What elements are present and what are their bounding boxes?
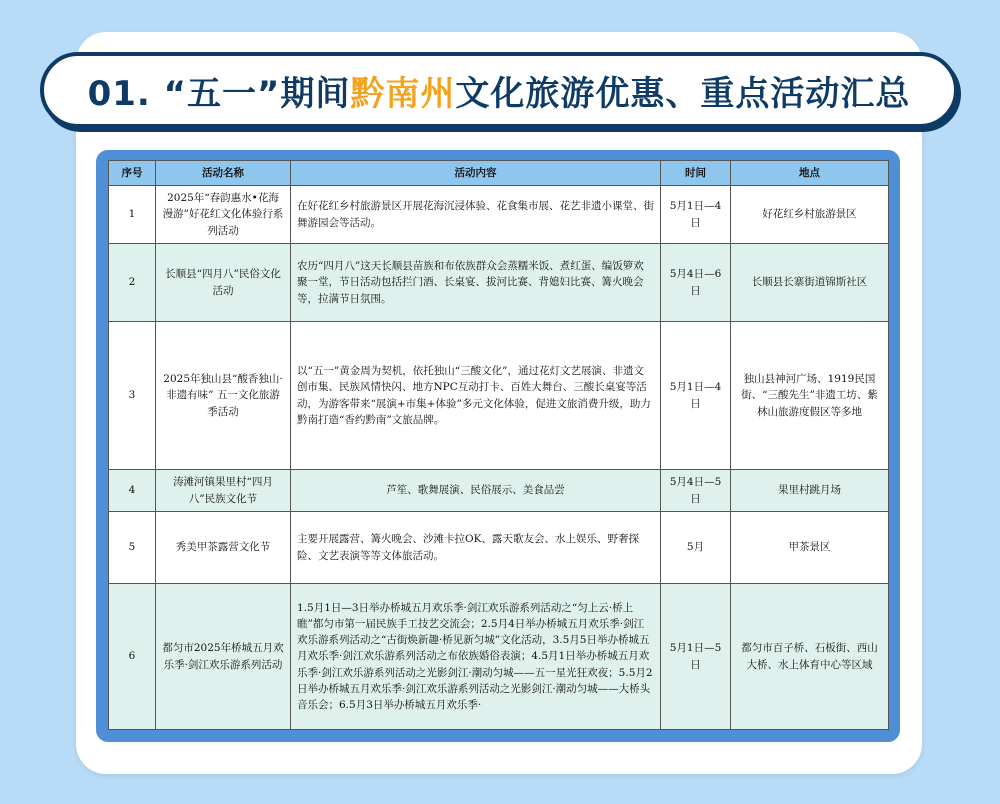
activity-table	[108, 160, 889, 730]
cell-place: 都匀市百子桥、石板街、西山大桥、水上体育中心等区域	[731, 584, 889, 730]
cell-content: 主要开展露营、篝火晚会、沙滩卡拉OK、露天歌友会、水上娱乐、野奢探险、文艺表演等等文体旅活动。	[291, 512, 661, 584]
cell-time: 5月1日—4日	[661, 186, 731, 244]
cell-place: 独山县神河广场、1919民国街、“三酸先生”非遗工坊、紫林山旅游度假区等多地	[731, 322, 889, 470]
page-title	[88, 66, 911, 115]
header-content: 活动内容	[291, 161, 661, 186]
cell-content	[291, 584, 661, 730]
cell-time: 5月	[661, 512, 731, 584]
cell-no: 4	[109, 470, 156, 512]
title-prefix: 01.	[87, 73, 151, 114]
cell-name: 2025年“春韵惠水•花海漫游”好花红文化体验行系列活动	[156, 186, 291, 244]
cell-name: 2025年独山县“酸香独山·非遗有味” 五一文化旅游季活动	[156, 322, 291, 470]
cell-name: 长顺县“四月八”民俗文化活动	[156, 244, 291, 322]
title-after-accent: 文化旅游优惠、重点活动汇总	[455, 73, 911, 114]
cell-place: 长顺县长寨街道锦斯社区	[731, 244, 889, 322]
cell-time: 5月4日—6日	[661, 244, 731, 322]
title-quote-word: 五一	[187, 73, 258, 114]
cell-time: 5月4日—5日	[661, 470, 731, 512]
cell-no: 5	[109, 512, 156, 584]
header-name: 活动名称	[156, 161, 291, 186]
cell-place: 甲茶景区	[731, 512, 889, 584]
table-frame	[96, 150, 900, 742]
cell-no: 3	[109, 322, 156, 470]
cell-time: 5月1日—5日	[661, 584, 731, 730]
title-banner	[40, 52, 958, 128]
cell-no: 1	[109, 186, 156, 244]
cell-name: 都匀市2025年桥城五月欢乐季·剑江欢乐游系列活动	[156, 584, 291, 730]
cell-content: 以“五一”黄金周为契机，依托独山“三酸文化”，通过花灯文艺展演、非遗文创市集、民族风情快闪、地方NPC互动打卡、百姓大舞台、三酸长桌宴等活动，为游客带来“展演+市集+体验”多元文化体验，促进文旅消费升级，助力黔南打造“香约黔南”文旅品牌。	[291, 322, 661, 470]
cell-place: 好花红乡村旅游景区	[731, 186, 889, 244]
table-row	[109, 470, 889, 512]
cell-content: 芦笙、歌舞展演、民俗展示、美食品尝	[291, 470, 661, 512]
cell-place: 果里村跳月场	[731, 470, 889, 512]
title-quote-open: “	[163, 73, 188, 114]
cell-no: 2	[109, 244, 156, 322]
title-before-accent: 期间	[280, 73, 351, 114]
cell-content-text: 1.5月1日—3日举办桥城五月欢乐季·剑江欢乐游系列活动之“匀上云·桥上瞧”都匀市第一届民族手工技艺交流会；2.5月4日举办桥城五月欢乐季·剑江欢乐游系列活动之“古街焕新趣·桥见新匀城”文化活动，3.5月5日举办桥城五月欢乐季·剑江欢乐游系列活动之布依族婚俗表演；4.5月1日举办桥城五月欢乐季·剑江欢乐游系列活动之光影剑江·潮动匀城——五一星光狂欢夜；5.5月2日举办桥城五月欢乐季·剑江欢乐游系列活动之光影剑江·潮动匀城——大桥头音乐会；6.5月3日举办桥城五月欢乐季·	[297, 601, 653, 712]
cell-name: 涛滩河镇果里村“四月八”民族文化节	[156, 470, 291, 512]
header-time: 时间	[661, 161, 731, 186]
table-row	[109, 244, 889, 322]
title-accent: 黔南州	[350, 73, 456, 114]
table-header-row	[109, 161, 889, 186]
table-row	[109, 186, 889, 244]
cell-name: 秀美甲茶露营文化节	[156, 512, 291, 584]
cell-content: 农历“四月八”这天长顺县苗族和布依族群众会蒸糯米饭、煮红蛋、编饭箩欢聚一堂，节日活动包括拦门酒、长桌宴、拔河比赛、背媳妇比赛、篝火晚会等，拉满节日氛围。	[291, 244, 661, 322]
table-row	[109, 584, 889, 730]
cell-content: 在好花红乡村旅游景区开展花海沉浸体验、花食集市展、花艺非遗小课堂、街舞游园会等活动。	[291, 186, 661, 244]
table-row	[109, 512, 889, 584]
title-quote-close: ”	[257, 73, 281, 114]
header-no: 序号	[109, 161, 156, 186]
cell-no: 6	[109, 584, 156, 730]
cell-time: 5月1日—4日	[661, 322, 731, 470]
header-place: 地点	[731, 161, 889, 186]
table-row	[109, 322, 889, 470]
